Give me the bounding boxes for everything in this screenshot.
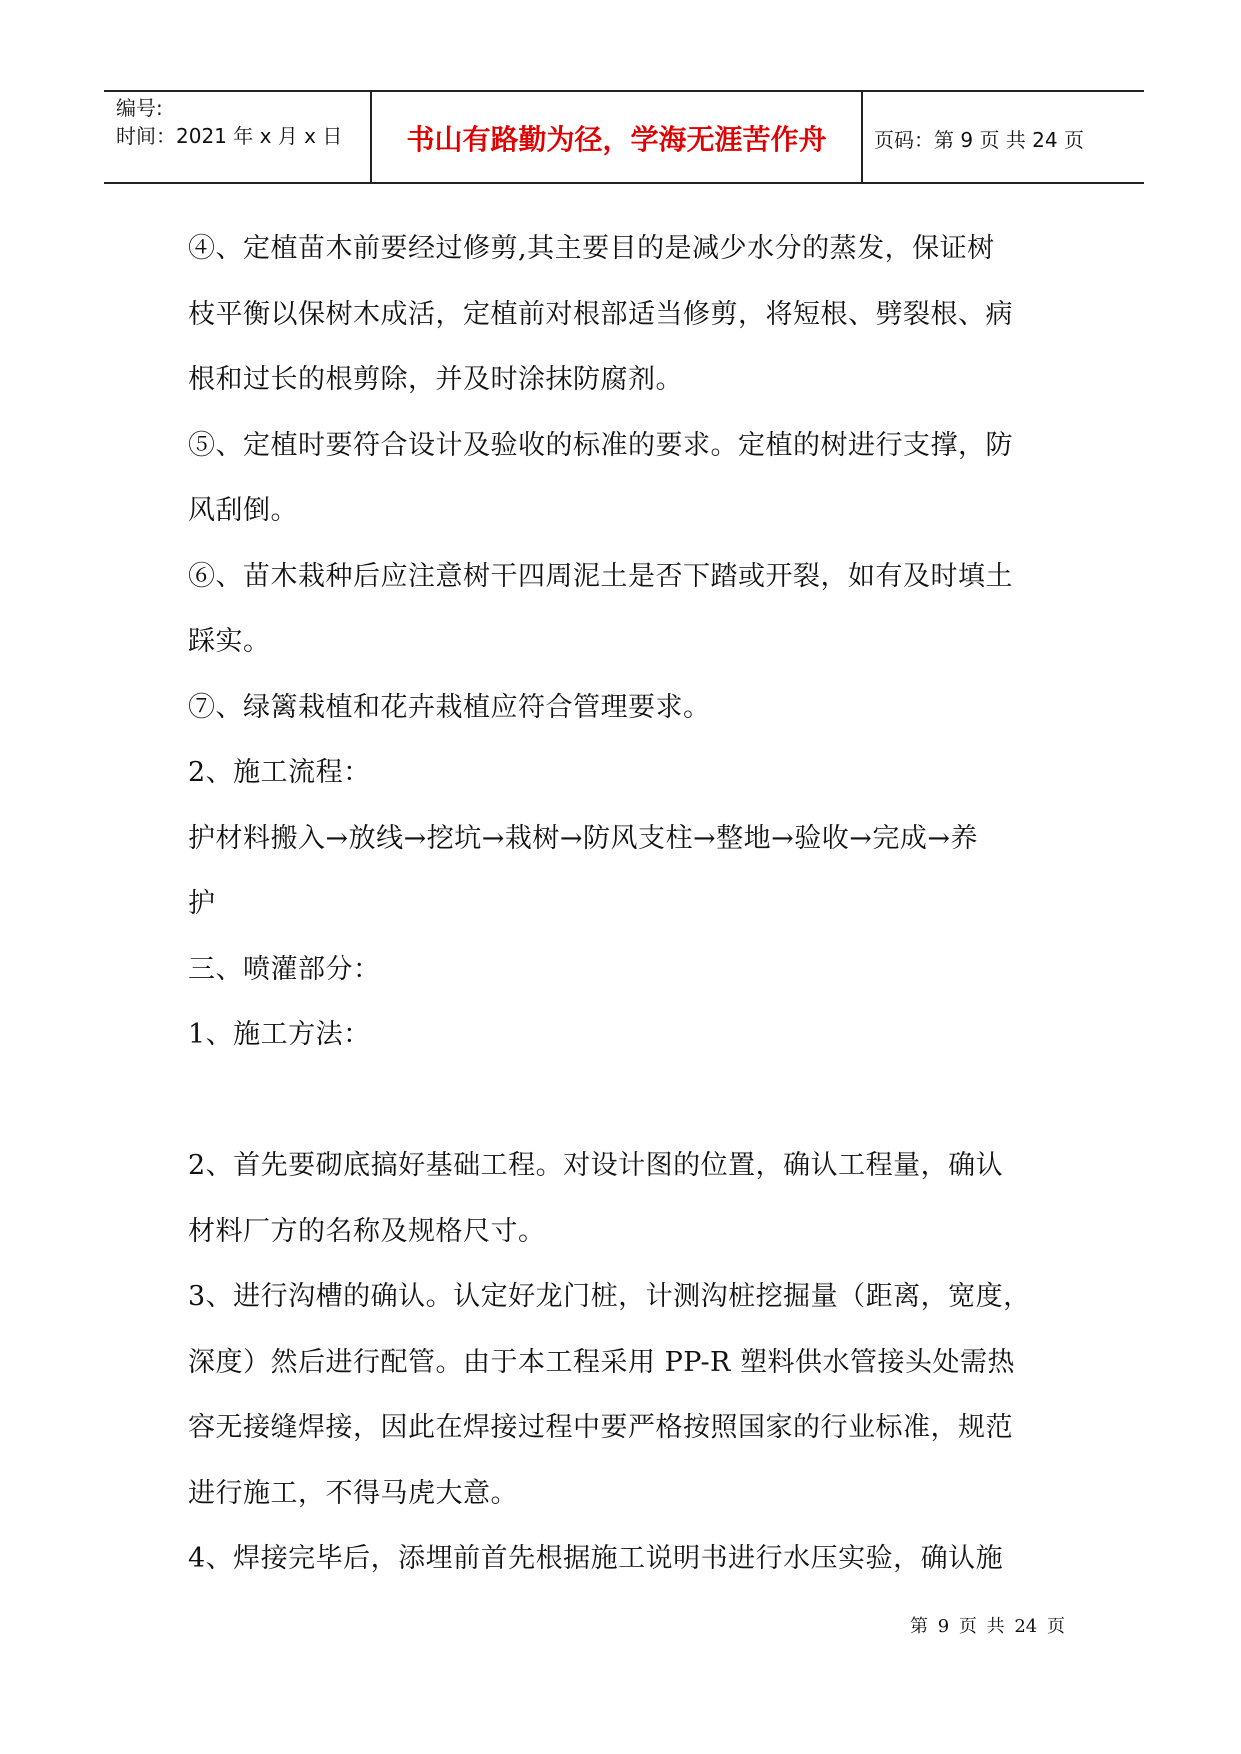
body-line: 风刮倒。 [188,495,298,526]
body-line: 根和过长的根剪除，并及时涂抹防腐剂。 [188,364,683,395]
header-slogan: 书山有路勤为径，学海无涯苦作舟 [406,123,827,156]
body-line: 护 [188,888,216,919]
header-meta [116,94,342,150]
body-line: 护材料搬入→放线→挖坑→栽树→防风支柱→整地→验收→完成→养 [188,822,978,854]
body-line: 材料厂方的名称及规格尺寸。 [188,1215,546,1247]
body-line: 4、焊接完毕后，添埋前首先根据施工说明书进行水压实验，确认施 [188,1543,1004,1574]
body-line: 3、进行沟槽的确认。认定好龙门桩，计测沟桩挖掘量（距离，宽度， [188,1281,1031,1312]
page-header [104,90,1144,184]
section-heading: 三、喷灌部分： [188,953,381,985]
body-line: 深度）然后进行配管。由于本工程采用 PP-R 塑料供水管接头处需热 [188,1346,1015,1378]
body-line: ⑤、定植时要符合设计及验收的标准的要求。定植的树进行支撑，防 [188,429,1013,461]
body-line: ⑥、苗木栽种后应注意树干四周泥土是否下踏或开裂，如有及时填土 [188,560,1013,592]
blank-line [188,1068,1068,1134]
header-page-label: 页码：第 9 页 共 24 页 [874,127,1084,152]
section-heading: 1、施工方法： [188,1019,371,1050]
document-number-label: 编号: [116,96,163,120]
body-line: 枝平衡以保树木成活，定植前对根部适当修剪，将短根、劈裂根、病 [188,298,1013,330]
page-footer: 第 9 页 共 24 页 [910,1616,1065,1637]
body-line: ⑦、绿篱栽植和花卉栽植应符合管理要求。 [188,691,711,723]
document-body [188,216,1068,1592]
body-line: 踩实。 [188,626,271,657]
body-line: 2、首先要砌底搞好基础工程。对设计图的位置，确认工程量，确认 [188,1150,1004,1181]
section-heading: 2、施工流程： [188,757,371,788]
body-line: ④、定植苗木前要经过修剪,其主要目的是减少水分的蒸发，保证树 [188,233,995,264]
body-line: 容无接缝焊接，因此在焊接过程中要严格按照国家的行业标准，规范 [188,1412,1013,1443]
body-line: 进行施工，不得马虎大意。 [188,1477,518,1509]
header-divider-right [861,92,863,184]
document-time-label: 时间：2021 年 x 月 x 日 [116,124,343,148]
